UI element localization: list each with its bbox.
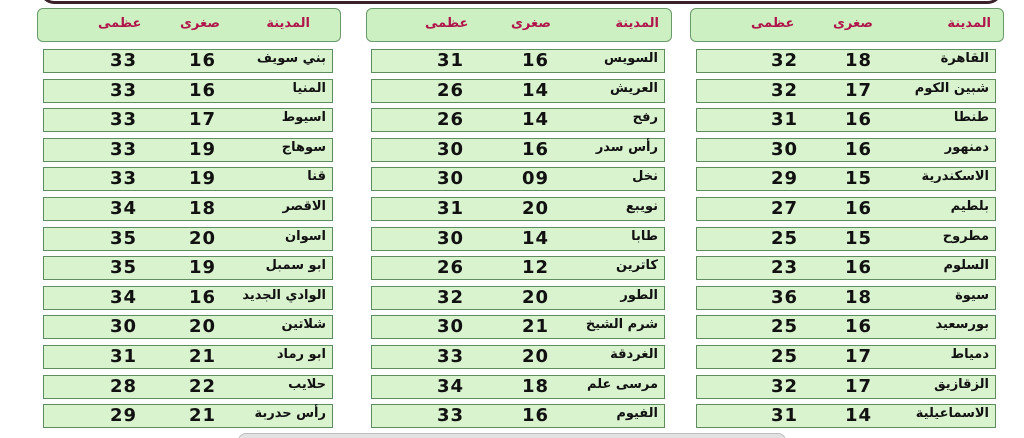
min-temp: 22 xyxy=(189,375,217,397)
city-name: الاسماعيلية xyxy=(915,406,989,422)
table-row xyxy=(371,286,665,310)
max-temp: 32 xyxy=(437,286,465,308)
header-max: عظمى xyxy=(425,16,469,31)
table-row xyxy=(696,138,996,162)
min-temp: 14 xyxy=(522,109,550,131)
table-row xyxy=(696,197,996,221)
max-temp: 35 xyxy=(110,227,138,249)
city-name: شلاتين xyxy=(281,317,326,333)
city-name: الوادي الجديد xyxy=(242,287,326,303)
header-max: عظمى xyxy=(98,16,142,31)
city-name: شبين الكوم xyxy=(914,80,989,96)
city-name: كاترين xyxy=(616,258,658,274)
city-name: سيوة xyxy=(955,287,989,303)
table-row xyxy=(43,404,333,428)
min-temp: 16 xyxy=(522,138,550,160)
min-temp: 16 xyxy=(189,286,217,308)
city-name: طابا xyxy=(631,228,658,244)
column-right xyxy=(690,8,1004,434)
max-temp: 30 xyxy=(437,168,465,190)
header-min: صغرى xyxy=(833,16,873,31)
table-row xyxy=(43,345,333,369)
max-temp: 31 xyxy=(771,109,799,131)
city-name: العريش xyxy=(609,80,658,96)
min-temp: 16 xyxy=(845,138,873,160)
min-temp: 19 xyxy=(189,257,217,279)
table-row xyxy=(43,138,333,162)
city-name: رأس سدر xyxy=(595,139,658,155)
max-temp: 32 xyxy=(771,79,799,101)
city-name: دمياط xyxy=(950,346,989,362)
table-row xyxy=(43,286,333,310)
min-temp: 18 xyxy=(845,286,873,308)
table-row xyxy=(371,345,665,369)
rows xyxy=(43,49,333,428)
max-temp: 26 xyxy=(437,257,465,279)
table-row xyxy=(696,108,996,132)
min-temp: 14 xyxy=(522,227,550,249)
header-max: عظمى xyxy=(751,16,795,31)
max-temp: 34 xyxy=(110,197,138,219)
max-temp: 33 xyxy=(437,345,465,367)
table-row xyxy=(696,79,996,103)
min-temp: 14 xyxy=(522,79,550,101)
min-temp: 15 xyxy=(845,168,873,190)
city-name: بلطيم xyxy=(950,198,989,214)
min-temp: 19 xyxy=(189,168,217,190)
city-name: السويس xyxy=(604,51,658,66)
table-row xyxy=(371,167,665,191)
table-row xyxy=(371,256,665,280)
max-temp: 30 xyxy=(437,227,465,249)
table-row xyxy=(43,315,333,339)
max-temp: 30 xyxy=(771,138,799,160)
max-temp: 33 xyxy=(110,168,138,190)
city-name: شرم الشيخ xyxy=(585,317,658,333)
max-temp: 29 xyxy=(771,168,799,190)
city-name: طنطا xyxy=(953,110,989,126)
max-temp: 33 xyxy=(437,405,465,427)
max-temp: 25 xyxy=(771,316,799,338)
table-row xyxy=(43,256,333,280)
min-temp: 17 xyxy=(189,109,217,131)
max-temp: 35 xyxy=(110,257,138,279)
header-min: صغرى xyxy=(511,16,551,31)
min-temp: 15 xyxy=(845,227,873,249)
min-temp: 16 xyxy=(845,257,873,279)
table-row xyxy=(696,404,996,428)
max-temp: 33 xyxy=(110,109,138,131)
max-temp: 28 xyxy=(110,375,138,397)
city-name: الزقازيق xyxy=(934,376,989,392)
max-temp: 25 xyxy=(771,227,799,249)
city-name: السلوم xyxy=(943,258,989,274)
city-name: مطروح xyxy=(942,228,989,244)
city-name: نويبع xyxy=(625,198,658,214)
city-name: ابو سمبل xyxy=(265,258,326,274)
max-temp: 25 xyxy=(771,345,799,367)
max-temp: 30 xyxy=(437,138,465,160)
min-temp: 18 xyxy=(189,197,217,219)
table-row xyxy=(371,108,665,132)
max-temp: 36 xyxy=(771,286,799,308)
city-name: بورسعيد xyxy=(935,317,989,333)
city-name: نخل xyxy=(632,169,658,185)
min-temp: 16 xyxy=(522,50,550,71)
min-temp: 14 xyxy=(845,405,873,427)
header-min: صغرى xyxy=(180,16,220,31)
min-temp: 16 xyxy=(845,109,873,131)
table-row xyxy=(696,345,996,369)
table-row xyxy=(43,49,333,73)
header-city: المدينة xyxy=(947,16,991,31)
city-name: دمنهور xyxy=(944,139,989,155)
table-row xyxy=(371,227,665,251)
table-row xyxy=(43,375,333,399)
min-temp: 18 xyxy=(845,50,873,71)
city-name: الفيوم xyxy=(616,406,658,422)
city-name: الغردقة xyxy=(610,346,658,362)
table-row xyxy=(696,375,996,399)
table-row xyxy=(696,167,996,191)
city-name: رفح xyxy=(632,110,658,126)
table-row xyxy=(43,197,333,221)
city-name: الطور xyxy=(620,287,658,303)
max-temp: 23 xyxy=(771,257,799,279)
max-temp: 26 xyxy=(437,109,465,131)
top-frame-border xyxy=(40,0,1002,4)
min-temp: 21 xyxy=(189,345,217,367)
max-temp: 29 xyxy=(110,405,138,427)
city-name: الاقصر xyxy=(282,198,326,214)
header-city: المدينة xyxy=(615,16,659,31)
min-temp: 20 xyxy=(522,197,550,219)
column-header xyxy=(690,8,1004,42)
table-row xyxy=(696,256,996,280)
city-name: اسوان xyxy=(285,228,326,244)
min-temp: 16 xyxy=(845,316,873,338)
column-header xyxy=(366,8,672,42)
max-temp: 32 xyxy=(771,375,799,397)
max-temp: 31 xyxy=(437,50,465,71)
max-temp: 33 xyxy=(110,79,138,101)
header-city: المدينة xyxy=(266,16,310,31)
table-row xyxy=(371,404,665,428)
max-temp: 33 xyxy=(110,138,138,160)
min-temp: 17 xyxy=(845,79,873,101)
bottom-scroll-bar xyxy=(238,433,786,438)
min-temp: 20 xyxy=(189,227,217,249)
min-temp: 21 xyxy=(189,405,217,427)
min-temp: 12 xyxy=(522,257,550,279)
min-temp: 17 xyxy=(845,375,873,397)
rows xyxy=(371,49,665,428)
table-row xyxy=(43,79,333,103)
min-temp: 20 xyxy=(522,345,550,367)
city-name: المنيا xyxy=(292,80,326,96)
city-name: رأس حدربة xyxy=(254,406,326,422)
max-temp: 34 xyxy=(110,286,138,308)
city-name: ابو رماد xyxy=(276,346,326,362)
table-row xyxy=(371,315,665,339)
table-row xyxy=(696,227,996,251)
table-row xyxy=(696,286,996,310)
table-row xyxy=(696,49,996,73)
min-temp: 16 xyxy=(189,50,217,71)
city-name: بني سويف xyxy=(256,51,326,66)
min-temp: 16 xyxy=(189,79,217,101)
table-row xyxy=(696,315,996,339)
city-name: الاسكندرية xyxy=(921,169,989,185)
city-name: سوهاج xyxy=(281,139,326,155)
min-temp: 21 xyxy=(522,316,550,338)
max-temp: 31 xyxy=(437,197,465,219)
min-temp: 16 xyxy=(845,197,873,219)
table-row xyxy=(371,138,665,162)
table-row xyxy=(371,79,665,103)
column-left xyxy=(37,8,341,434)
min-temp: 09 xyxy=(522,168,550,190)
table-row xyxy=(43,108,333,132)
min-temp: 20 xyxy=(522,286,550,308)
city-name: قنا xyxy=(307,169,326,185)
max-temp: 32 xyxy=(771,50,799,71)
city-name: اسيوط xyxy=(281,110,326,126)
max-temp: 31 xyxy=(110,345,138,367)
max-temp: 31 xyxy=(771,405,799,427)
max-temp: 27 xyxy=(771,197,799,219)
min-temp: 17 xyxy=(845,345,873,367)
table-row xyxy=(371,197,665,221)
city-name: مرسى علم xyxy=(587,376,658,392)
table-row xyxy=(43,227,333,251)
column-middle xyxy=(366,8,672,434)
max-temp: 34 xyxy=(437,375,465,397)
min-temp: 16 xyxy=(522,405,550,427)
max-temp: 30 xyxy=(110,316,138,338)
min-temp: 18 xyxy=(522,375,550,397)
min-temp: 20 xyxy=(189,316,217,338)
city-name: حلايب xyxy=(288,376,326,392)
table-row xyxy=(371,49,665,73)
table-row xyxy=(43,167,333,191)
max-temp: 30 xyxy=(437,316,465,338)
column-header xyxy=(37,8,341,42)
min-temp: 19 xyxy=(189,138,217,160)
rows xyxy=(696,49,996,428)
max-temp: 26 xyxy=(437,79,465,101)
table-row xyxy=(371,375,665,399)
max-temp: 33 xyxy=(110,50,138,71)
city-name: القاهرة xyxy=(940,51,989,66)
